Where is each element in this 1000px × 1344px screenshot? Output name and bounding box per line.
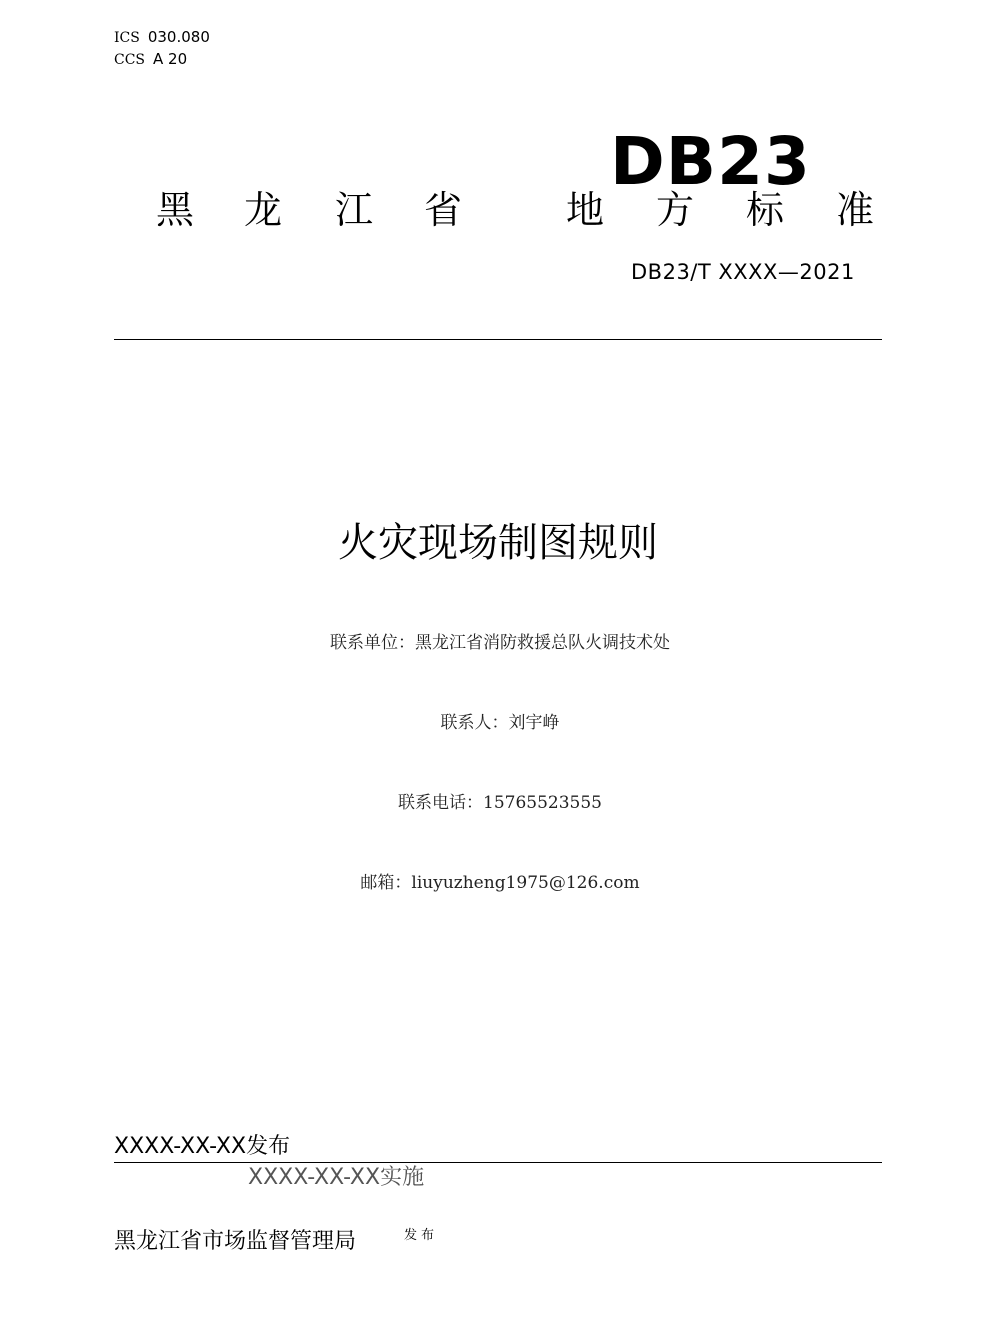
issuing-authority: 黑龙江省市场监督管理局 [114,1229,357,1254]
standard-title-char: 龙 [244,188,283,232]
standard-title-char: 省 [424,188,463,232]
contact-unit: 联系单位：黑龙江省消防救援总队火调技术处 [330,633,670,653]
header-divider [114,339,882,340]
standard-title-char: 黑 [156,188,195,232]
ccs-prefix: CCS [114,52,146,68]
document-title: 火灾现场制图规则 [338,520,658,566]
standard-title-char: 准 [836,188,875,232]
ics-prefix: ICS [114,30,140,46]
standard-title-char: 方 [656,188,695,232]
standard-title-char: 标 [746,188,785,232]
standard-title-char: 地 [566,188,605,232]
ccs-code [114,50,187,69]
standard-title-char: 江 [335,188,374,232]
ics-value: 030.080 [147,28,210,46]
footer-divider [114,1162,882,1163]
standard-number: DB23/T XXXX—2021 [631,260,855,284]
contact-phone: 联系电话：15765523555 [398,793,602,813]
contact-email: 邮箱：liuyuzheng1975@126.com [360,873,640,893]
implement-date: XXXX-XX-XX实施 [248,1165,425,1190]
db23-logo: DB23 [610,123,811,200]
ccs-value: A 20 [153,50,188,68]
issue-label: 发布 [404,1228,439,1243]
ics-code [114,28,210,47]
contact-person: 联系人：刘宇峥 [440,713,560,733]
publish-date: XXXX-XX-XX发布 [114,1134,291,1159]
